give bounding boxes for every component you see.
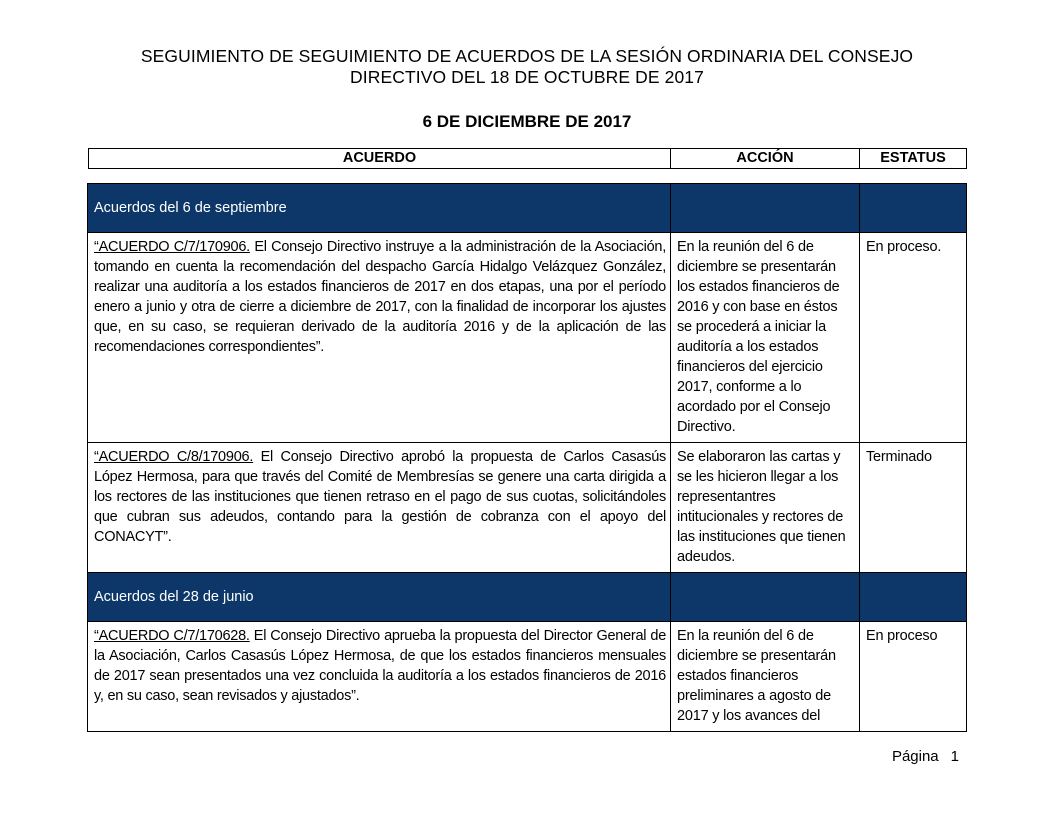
section-header-row (88, 184, 967, 233)
page-footer (880, 748, 959, 765)
page-label: Página (891, 748, 939, 765)
status-cell: En proceso (860, 622, 967, 732)
agreement-body: El Consejo Directivo instruye a la administración de la Asociación, tomando en cuenta la recomendación del despacho García Hidalgo Velázquez González, realizar una auditoría a los estados financieros de 2017 en dos etapas, una por el período enero a junio y otra de cierre a diciembre de 2017, con la finalidad de incorporar los ajustes que, en su caso, se requieran derivado de la auditoría 2016 y de la aplicación de las recomendaciones correspondientes”. (94, 239, 666, 355)
section-blank-cell (860, 573, 967, 622)
section-blank-cell (671, 184, 860, 233)
title-line-2: DIRECTIVO DEL 18 DE OCTUBRE DE 2017 (350, 67, 704, 87)
document-date: 6 DE DICIEMBRE DE 2017 (422, 112, 632, 131)
agreement-body: El Consejo Directivo aprobó la propuesta de Carlos Casasús López Hermosa, para que través del Comité de Membresías se genere una carta dirigida a los rectores de las instituciones que tienen retraso en el pago de sus cuotas, solicitándoles que cubran sus adeudos, contando para la gestión de cobranza con el apoyo del CONACYT”. (94, 449, 667, 545)
action-cell: En la reunión del 6 de diciembre se presentarán los estados financieros de 2016 y con base en éstos se procederá a iniciar la auditoría a los estados financieros del ejercicio 2017, conforme a lo acordado por el Consejo Directivo. (671, 233, 860, 443)
table-row (88, 443, 967, 573)
agreement-reference: “ACUERDO C/8/170906. (94, 449, 254, 465)
agreement-body: El Consejo Directivo aprueba la propuesta del Director General de la Asociación, Carlos Casasús López Hermosa, de que los estados financieros mensuales de 2017 sean presentados una vez concluida la auditoría a los estados financieros de 2016 y, en su caso, sean revisados y ajustados”. (94, 628, 667, 704)
header-acuerdo: ACUERDO (89, 149, 671, 169)
action-cell: Se elaboraron las cartas y se les hicieron llegar a los representantres intitucionales y rectores de las instituciones que tienen adeudos. (671, 443, 860, 573)
status-cell: En proceso. (860, 233, 967, 443)
table-row (88, 233, 967, 443)
section-header-row (88, 573, 967, 622)
table-row (88, 622, 967, 732)
section-label: Acuerdos del 28 de junio (88, 573, 671, 622)
document-title (0, 46, 1054, 88)
column-header-table (88, 148, 967, 169)
agreement-cell (88, 443, 671, 573)
agreement-cell (88, 233, 671, 443)
agreements-table (87, 183, 967, 732)
section-blank-cell (671, 573, 860, 622)
action-cell: En la reunión del 6 de diciembre se presentarán estados financieros preliminares a agosto de 2017 y los avances del (671, 622, 860, 732)
section-blank-cell (860, 184, 967, 233)
agreement-cell (88, 622, 671, 732)
agreement-reference: “ACUERDO C/7/170906. (94, 239, 250, 255)
title-line-1: SEGUIMIENTO DE SEGUIMIENTO DE ACUERDOS DE LA SESIÓN ORDINARIA DEL CONSEJO (140, 46, 914, 66)
header-accion: ACCIÓN (671, 149, 860, 169)
header-estatus: ESTATUS (860, 149, 967, 169)
status-cell: Terminado (860, 443, 967, 573)
page-number: 1 (950, 748, 959, 765)
section-label: Acuerdos del 6 de septiembre (88, 184, 671, 233)
agreement-reference: “ACUERDO C/7/170628. (94, 628, 250, 644)
